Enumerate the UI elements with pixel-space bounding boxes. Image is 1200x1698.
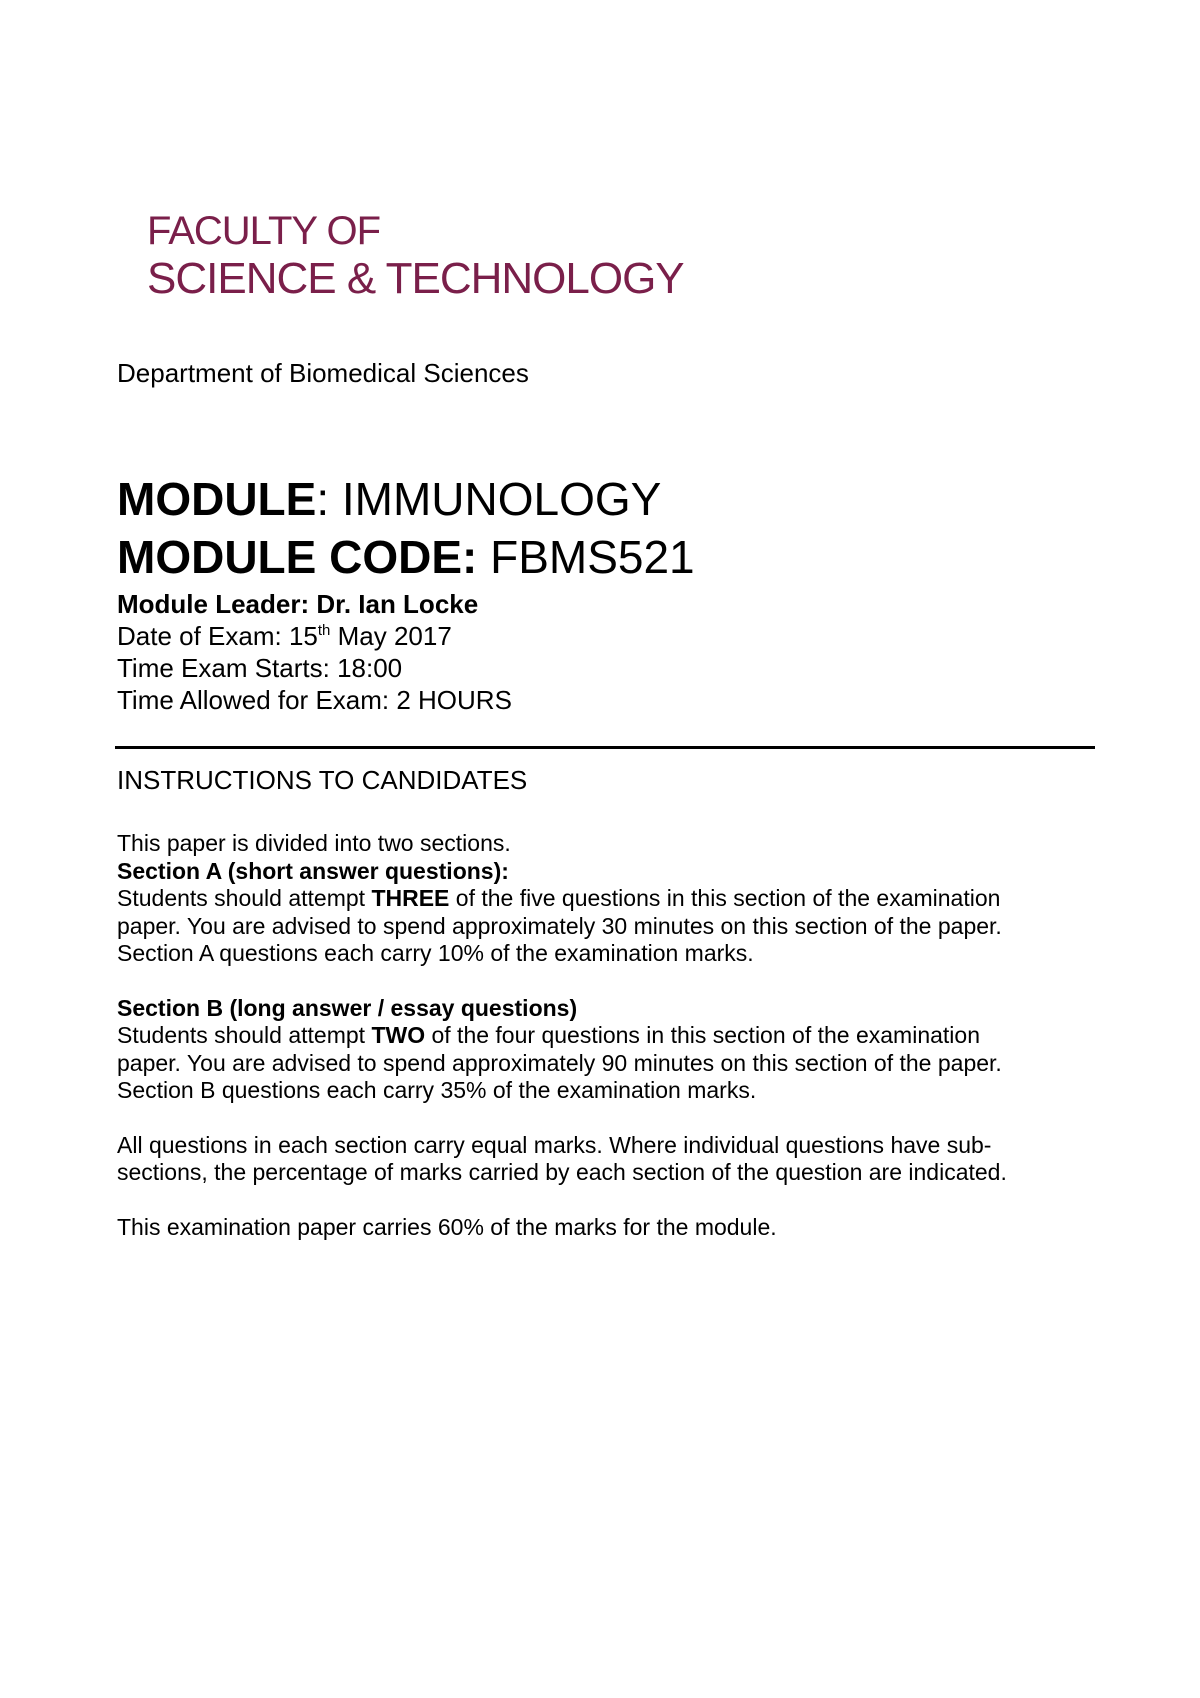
section-b-title-text: Section B (long answer / essay questions) — [117, 994, 578, 1021]
exam-time-allowed: Time Allowed for Exam: 2 HOURS — [117, 685, 512, 715]
section-a-line-1-post: of the five questions in this section of the examination — [449, 885, 1001, 911]
paragraph-gap — [117, 968, 1107, 995]
module-label: MODULE — [117, 473, 317, 525]
module-sep: : — [316, 473, 330, 525]
section-b-line-1 — [117, 1022, 1107, 1050]
module-code-label: MODULE CODE: — [117, 531, 478, 583]
horizontal-divider — [115, 746, 1095, 749]
paragraph-gap — [117, 1105, 1107, 1132]
module-leader: Module Leader: Dr. Ian Locke — [117, 589, 479, 619]
exam-date-prefix: Date of Exam: 15 — [117, 621, 318, 651]
section-b-line-1-pre: Students should attempt — [117, 1022, 372, 1048]
section-a-count: THREE — [371, 885, 450, 911]
section-a-line-1-pre: Students should attempt — [117, 885, 372, 911]
section-a-title — [117, 858, 1107, 886]
module-code — [117, 528, 695, 586]
section-a-line-1 — [117, 885, 1107, 913]
section-a-title-text: Section A (short answer questions): — [117, 857, 509, 884]
section-b-count: TWO — [371, 1022, 426, 1048]
exam-date — [117, 620, 695, 652]
instructions-section — [117, 764, 1107, 1241]
module-info — [117, 470, 695, 716]
section-b-line-3: Section B questions each carry 35% of the examination marks. — [117, 1077, 757, 1103]
paragraph-gap — [117, 1187, 1107, 1214]
module-code-value: FBMS521 — [477, 531, 695, 583]
section-b-line-2: paper. You are advised to spend approximately 90 minutes on this section of the paper. — [117, 1049, 1002, 1076]
module-name: IMMUNOLOGY — [329, 473, 662, 525]
logo-line-faculty: FACULTY OF — [147, 209, 381, 253]
exam-start-time: Time Exam Starts: 18:00 — [117, 653, 403, 683]
faculty-logo — [147, 208, 684, 304]
module-title — [117, 470, 695, 528]
section-a-line-2: paper. You are advised to spend approximately 30 minutes on this section of the paper. — [117, 912, 1002, 939]
section-b-title — [117, 995, 1107, 1023]
exam-date-suffix: May 2017 — [330, 621, 452, 651]
section-b-line-1-post: of the four questions in this section of the examination — [425, 1022, 980, 1048]
department-name: Department of Biomedical Sciences — [117, 358, 529, 388]
equal-marks-line-1: All questions in each section carry equal marks. Where individual questions have sub- — [117, 1131, 992, 1158]
equal-marks-line-2: sections, the percentage of marks carried by each section of the question are indicated. — [117, 1159, 1007, 1185]
logo-line-science-technology: SCIENCE & TECHNOLOGY — [147, 254, 684, 303]
paper-weighting: This examination paper carries 60% of the marks for the module. — [117, 1213, 777, 1240]
instructions-heading: INSTRUCTIONS TO CANDIDATES — [117, 765, 528, 795]
section-a-line-3: Section A questions each carry 10% of the examination marks. — [117, 940, 754, 966]
exam-date-ordinal: th — [317, 622, 331, 639]
instructions-intro: This paper is divided into two sections. — [117, 830, 511, 856]
